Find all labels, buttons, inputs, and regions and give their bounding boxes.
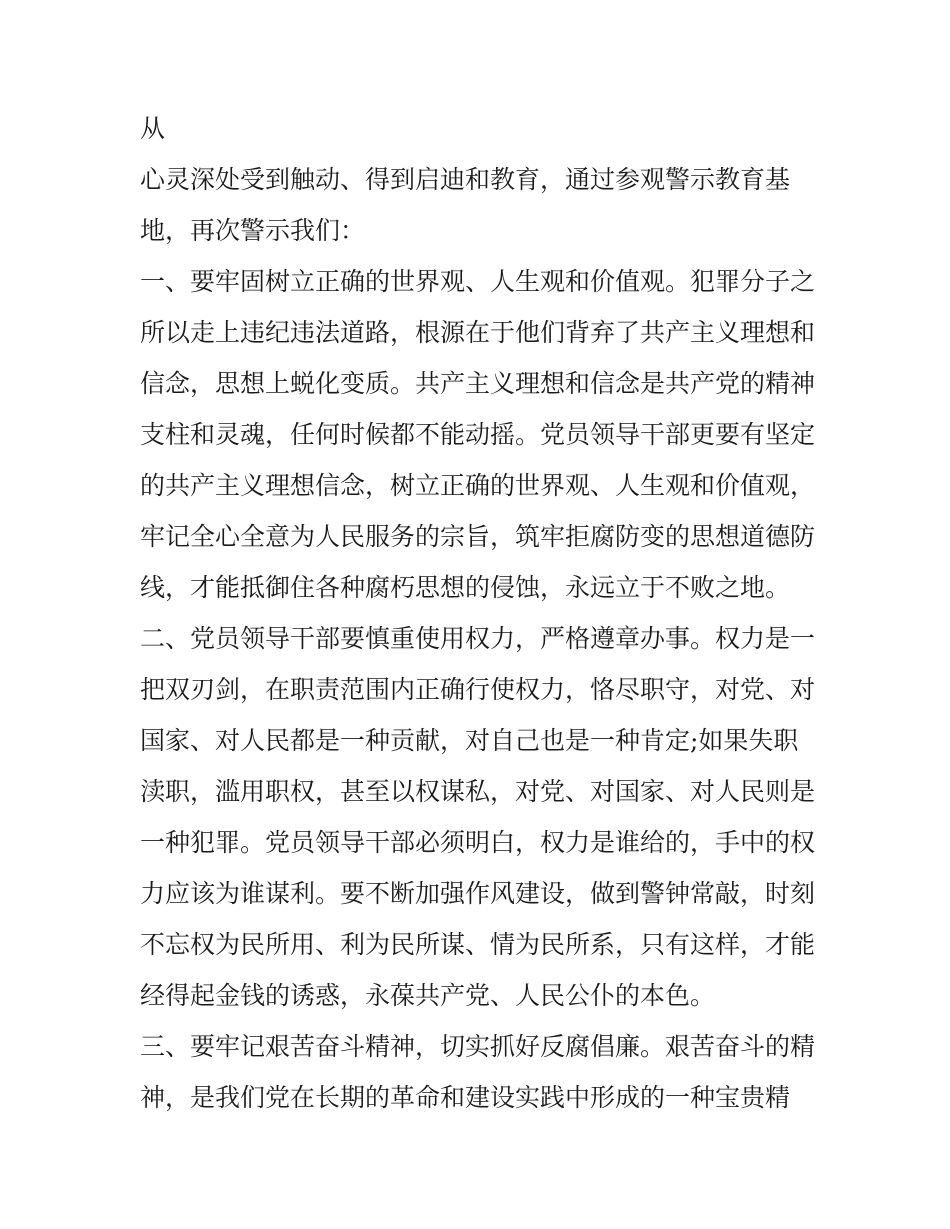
text-line-2: 心灵深处受到触动、得到启迪和教育，通过参观警示教育基	[140, 165, 791, 194]
text-line-6: 信念，思想上蜕化变质。共产主义理想和信念是共产党的精神	[140, 369, 816, 398]
text-line-18: 经得起金钱的诱惑，永葆共产党、人民公仆的本色。	[140, 981, 716, 1010]
text-line-3: 地，再次警示我们：	[140, 216, 366, 245]
text-line-5: 所以走上违纪违法道路，根源在于他们背弃了共产主义理想和	[140, 318, 816, 347]
document-body	[140, 103, 820, 1123]
text-line-1: 从	[140, 114, 166, 143]
text-line-7: 支柱和灵魂，任何时候都不能动摇。党员领导干部更要有坚定	[140, 420, 816, 449]
text-line-11: 二、党员领导干部要慎重使用权力，严格遵章办事。权力是一	[140, 624, 816, 653]
text-line-16: 力应该为谁谋利。要不断加强作风建设，做到警钟常敲，时刻	[140, 879, 816, 908]
text-line-15: 一种犯罪。党员领导干部必须明白，权力是谁给的，手中的权	[140, 828, 816, 857]
text-line-8: 的共产主义理想信念，树立正确的世界观、人生观和价值观，	[140, 471, 816, 500]
text-line-17: 不忘权为民所用、利为民所谋、情为民所系，只有这样，才能	[140, 930, 816, 959]
text-line-9: 牢记全心全意为人民服务的宗旨，筑牢拒腐防变的思想道德防	[140, 522, 816, 551]
text-line-20: 神，是我们党在长期的革命和建设实践中形成的一种宝贵精	[140, 1083, 791, 1112]
text-line-4: 一、要牢固树立正确的世界观、人生观和价值观。犯罪分子之	[140, 267, 816, 296]
text-line-13: 国家、对人民都是一种贡献，对自己也是一种肯定;如果失职	[140, 726, 799, 755]
text-line-19: 三、要牢记艰苦奋斗精神，切实抓好反腐倡廉。艰苦奋斗的精	[140, 1032, 816, 1061]
text-line-14: 渎职，滥用职权，甚至以权谋私，对党、对国家、对人民则是	[140, 777, 816, 806]
text-line-12: 把双刃剑，在职责范围内正确行使权力，恪尽职守，对党、对	[140, 675, 816, 704]
text-line-10: 线，才能抵御住各种腐朽思想的侵蚀，永远立于不败之地。	[140, 573, 791, 602]
